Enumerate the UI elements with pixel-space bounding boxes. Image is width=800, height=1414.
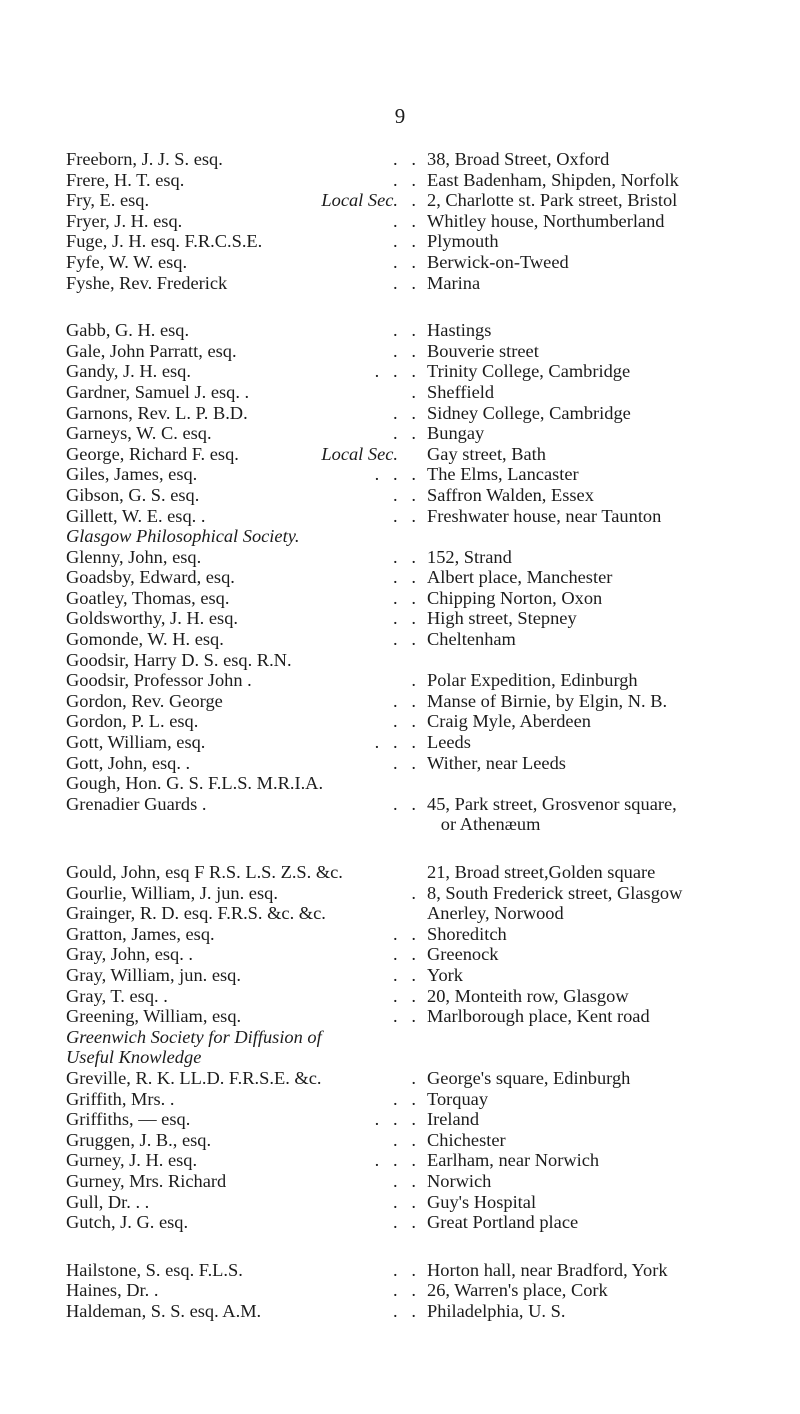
member-name: Gratton, James, esq. bbox=[66, 923, 215, 944]
member-address: Sidney College, Cambridge bbox=[427, 402, 631, 423]
member-address: 38, Broad Street, Oxford bbox=[427, 149, 610, 169]
member-address: High street, Stepney bbox=[427, 608, 577, 629]
member-address: 20, Monteith row, Glasgow bbox=[427, 985, 629, 1006]
member-name: Goodsir, Harry D. S. esq. R.N. bbox=[66, 649, 292, 670]
leader-dots: . . bbox=[393, 752, 416, 773]
member-row bbox=[66, 1006, 776, 1027]
member-row bbox=[66, 190, 776, 211]
leader-dots: . bbox=[411, 190, 416, 211]
member-name: Griffiths, — esq. bbox=[66, 1109, 191, 1130]
leader-dots: . . . bbox=[374, 732, 416, 753]
leader-dots: . . bbox=[393, 1280, 416, 1301]
member-row bbox=[66, 986, 776, 1007]
member-name: Haines, Dr. . bbox=[66, 1280, 159, 1301]
member-row bbox=[66, 485, 776, 506]
member-address: Marlborough place, Kent road bbox=[427, 1006, 650, 1027]
member-row bbox=[66, 650, 776, 671]
member-name: Gutch, J. G. esq. bbox=[66, 1212, 189, 1233]
member-address: Ireland bbox=[427, 1109, 480, 1130]
member-address: Berwick-on-Tweed bbox=[427, 251, 569, 272]
member-address: 8, South Frederick street, Glasgow bbox=[427, 882, 683, 903]
leader-dots: . . bbox=[393, 1212, 416, 1233]
member-row bbox=[66, 773, 776, 794]
member-name: Greenwich Society for Diffusion of bbox=[66, 1026, 322, 1047]
member-role: Local Sec. bbox=[321, 443, 398, 464]
member-row bbox=[66, 862, 776, 883]
member-name: Freeborn, J. J. S. esq. bbox=[66, 149, 223, 169]
leader-dots: . . bbox=[393, 1088, 416, 1109]
member-row bbox=[66, 903, 776, 924]
leader-dots: . . bbox=[393, 169, 416, 190]
member-row bbox=[66, 1047, 776, 1068]
member-name: Garnons, Rev. L. P. B.D. bbox=[66, 402, 248, 423]
member-row bbox=[66, 814, 776, 835]
leader-dots: . bbox=[411, 1067, 416, 1088]
member-address: Sheffield bbox=[427, 381, 495, 402]
member-row bbox=[66, 567, 776, 588]
member-name: Griffith, Mrs. . bbox=[66, 1088, 175, 1109]
member-name: Gibson, G. S. esq. bbox=[66, 484, 200, 505]
member-name: Useful Knowledge bbox=[66, 1047, 202, 1068]
member-address: Saffron Walden, Essex bbox=[427, 484, 594, 505]
member-name: Goatley, Thomas, esq. bbox=[66, 587, 230, 608]
leader-dots: . . . bbox=[374, 1150, 416, 1171]
member-name: Fyfe, W. W. esq. bbox=[66, 251, 188, 272]
member-address: Manse of Birnie, by Elgin, N. B. bbox=[427, 690, 668, 711]
member-row bbox=[66, 588, 776, 609]
member-name: Gabb, G. H. esq. bbox=[66, 320, 190, 341]
member-address: Anerley, Norwood bbox=[427, 903, 564, 924]
leader-dots: . . . bbox=[374, 361, 416, 382]
leader-dots: . . bbox=[393, 985, 416, 1006]
leader-dots: . . bbox=[393, 793, 416, 814]
leader-dots: . bbox=[411, 670, 416, 691]
member-name: Greening, William, esq. bbox=[66, 1006, 242, 1027]
member-group bbox=[66, 862, 776, 1233]
member-name: Gale, John Parratt, esq. bbox=[66, 340, 237, 361]
membership-list bbox=[66, 149, 776, 1348]
member-row bbox=[66, 464, 776, 485]
member-row bbox=[66, 1192, 776, 1213]
member-name: Haldeman, S. S. esq. A.M. bbox=[66, 1300, 262, 1321]
member-address: 45, Park street, Grosvenor square, bbox=[427, 793, 677, 814]
member-row bbox=[66, 711, 776, 732]
member-address: Earlham, near Norwich bbox=[427, 1150, 600, 1171]
member-row bbox=[66, 149, 776, 170]
member-address: Albert place, Manchester bbox=[427, 567, 613, 588]
leader-dots: . . bbox=[393, 923, 416, 944]
leader-dots: . . bbox=[393, 149, 416, 169]
member-name: Glenny, John, esq. bbox=[66, 546, 202, 567]
member-row bbox=[66, 1280, 776, 1301]
member-group bbox=[66, 149, 776, 293]
leader-dots: . . bbox=[393, 1259, 416, 1280]
member-name: Gardner, Samuel J. esq. . bbox=[66, 381, 250, 402]
member-address: Bouverie street bbox=[427, 340, 539, 361]
leader-dots: . . bbox=[393, 711, 416, 732]
leader-dots: . . bbox=[393, 251, 416, 272]
member-name: Gull, Dr. . . bbox=[66, 1191, 150, 1212]
member-row bbox=[66, 629, 776, 650]
leader-dots: . . bbox=[393, 1170, 416, 1191]
member-row bbox=[66, 361, 776, 382]
leader-dots: . . bbox=[393, 402, 416, 423]
member-address: Hastings bbox=[427, 320, 492, 341]
member-address: 2, Charlotte st. Park street, Bristol bbox=[427, 190, 678, 211]
member-row bbox=[66, 547, 776, 568]
leader-dots: . bbox=[411, 882, 416, 903]
member-row bbox=[66, 1068, 776, 1089]
member-row bbox=[66, 794, 776, 815]
member-address: Wither, near Leeds bbox=[427, 752, 566, 773]
member-row bbox=[66, 1027, 776, 1048]
page-number: 9 bbox=[394, 104, 406, 128]
leader-dots: . . bbox=[393, 1191, 416, 1212]
leader-dots: . . bbox=[393, 608, 416, 629]
leader-dots: . . bbox=[393, 1129, 416, 1150]
member-address: Great Portland place bbox=[427, 1212, 579, 1233]
member-address: 152, Strand bbox=[427, 546, 512, 567]
member-address: or Athenæum bbox=[427, 814, 541, 835]
member-name: Gurney, Mrs. Richard bbox=[66, 1170, 227, 1191]
member-row bbox=[66, 1260, 776, 1281]
leader-dots: . . . bbox=[374, 464, 416, 485]
leader-dots: . . bbox=[393, 944, 416, 965]
member-row bbox=[66, 1171, 776, 1192]
member-address: Chichester bbox=[427, 1129, 506, 1150]
leader-dots: . bbox=[411, 381, 416, 402]
member-name: Giles, James, esq. bbox=[66, 464, 198, 485]
member-name: Gordon, P. L. esq. bbox=[66, 711, 199, 732]
member-row bbox=[66, 670, 776, 691]
member-row bbox=[66, 883, 776, 904]
member-row bbox=[66, 273, 776, 294]
member-address: Plymouth bbox=[427, 231, 499, 252]
member-row bbox=[66, 252, 776, 273]
member-row bbox=[66, 341, 776, 362]
member-address: East Badenham, Shipden, Norfolk bbox=[427, 169, 679, 190]
member-address: Norwich bbox=[427, 1170, 492, 1191]
member-address: Philadelphia, U. S. bbox=[427, 1300, 566, 1321]
member-name: Gourlie, William, J. jun. esq. bbox=[66, 882, 278, 903]
leader-dots: . . bbox=[393, 423, 416, 444]
member-address: Greenock bbox=[427, 944, 499, 965]
member-address: 21, Broad street,Golden square bbox=[427, 862, 656, 882]
member-name: Gruggen, J. B., esq. bbox=[66, 1129, 212, 1150]
member-address: Shoreditch bbox=[427, 923, 507, 944]
leader-dots: . . bbox=[393, 587, 416, 608]
member-name: Fyshe, Rev. Frederick bbox=[66, 272, 228, 293]
member-name: Hailstone, S. esq. F.L.S. bbox=[66, 1259, 243, 1280]
member-name: Fry, E. esq. bbox=[66, 190, 150, 211]
member-row bbox=[66, 423, 776, 444]
member-address: The Elms, Lancaster bbox=[427, 464, 579, 485]
leader-dots: . . bbox=[393, 320, 416, 341]
member-name: Grenadier Guards . bbox=[66, 793, 207, 814]
member-name: Garneys, W. C. esq. bbox=[66, 423, 212, 444]
member-address: 26, Warren's place, Cork bbox=[427, 1280, 608, 1301]
member-row bbox=[66, 944, 776, 965]
member-name: Grainger, R. D. esq. F.R.S. &c. &c. bbox=[66, 903, 326, 924]
leader-dots: . . bbox=[393, 1006, 416, 1027]
member-name: Gray, John, esq. . bbox=[66, 944, 194, 965]
leader-dots: . . . bbox=[374, 1109, 416, 1130]
member-name: Goodsir, Professor John . bbox=[66, 670, 252, 691]
member-row bbox=[66, 506, 776, 527]
member-address: Freshwater house, near Taunton bbox=[427, 505, 662, 526]
member-row bbox=[66, 732, 776, 753]
leader-dots: . . bbox=[393, 484, 416, 505]
leader-dots: . . bbox=[393, 272, 416, 293]
member-row bbox=[66, 691, 776, 712]
member-row bbox=[66, 965, 776, 986]
member-group bbox=[66, 1260, 776, 1322]
member-row bbox=[66, 1109, 776, 1130]
leader-dots: . . bbox=[393, 1300, 416, 1321]
member-address: Torquay bbox=[427, 1088, 489, 1109]
member-row bbox=[66, 382, 776, 403]
member-name: Greville, R. K. LL.D. F.R.S.E. &c. bbox=[66, 1067, 322, 1088]
member-row bbox=[66, 170, 776, 191]
member-address: Chipping Norton, Oxon bbox=[427, 587, 603, 608]
member-row bbox=[66, 1301, 776, 1322]
member-address: Marina bbox=[427, 272, 481, 293]
member-address: Horton hall, near Bradford, York bbox=[427, 1259, 668, 1280]
member-name: Frere, H. T. esq. bbox=[66, 169, 185, 190]
member-address: Polar Expedition, Edinburgh bbox=[427, 670, 638, 691]
member-name: Glasgow Philosophical Society. bbox=[66, 526, 300, 547]
member-address: Whitley house, Northumberland bbox=[427, 210, 665, 231]
leader-dots: . . bbox=[393, 690, 416, 711]
member-name: Gray, William, jun. esq. bbox=[66, 964, 241, 985]
member-address: Trinity College, Cambridge bbox=[427, 361, 631, 382]
member-name: Fryer, J. H. esq. bbox=[66, 210, 183, 231]
member-name: Gott, William, esq. bbox=[66, 732, 206, 753]
leader-dots: . . bbox=[393, 231, 416, 252]
member-row bbox=[66, 320, 776, 341]
member-row bbox=[66, 1150, 776, 1171]
member-role: Local Sec. bbox=[321, 190, 398, 211]
leader-dots: . . bbox=[393, 546, 416, 567]
member-address: York bbox=[427, 964, 463, 985]
member-row bbox=[66, 1089, 776, 1110]
member-address: Bungay bbox=[427, 423, 485, 444]
member-group bbox=[66, 320, 776, 835]
member-name: Gott, John, esq. . bbox=[66, 752, 191, 773]
member-row bbox=[66, 608, 776, 629]
leader-dots: . . bbox=[393, 629, 416, 650]
member-name: Gurney, J. H. esq. bbox=[66, 1150, 198, 1171]
member-address: Gay street, Bath bbox=[427, 443, 546, 464]
member-address: George's square, Edinburgh bbox=[427, 1067, 631, 1088]
leader-dots: . . bbox=[393, 340, 416, 361]
member-name: Goldsworthy, J. H. esq. bbox=[66, 608, 238, 629]
leader-dots: . . bbox=[393, 505, 416, 526]
member-name: Gray, T. esq. . bbox=[66, 985, 168, 1006]
member-row bbox=[66, 1130, 776, 1151]
member-address: Guy's Hospital bbox=[427, 1191, 537, 1212]
member-address: Cheltenham bbox=[427, 629, 516, 650]
member-row bbox=[66, 753, 776, 774]
leader-dots: . . bbox=[393, 964, 416, 985]
member-row bbox=[66, 924, 776, 945]
leader-dots: . . bbox=[393, 210, 416, 231]
member-name: Gomonde, W. H. esq. bbox=[66, 629, 224, 650]
member-row bbox=[66, 1212, 776, 1233]
member-name: Goadsby, Edward, esq. bbox=[66, 567, 235, 588]
member-name: George, Richard F. esq. bbox=[66, 443, 239, 464]
member-name: Gillett, W. E. esq. . bbox=[66, 505, 206, 526]
member-name: Gough, Hon. G. S. F.L.S. M.R.I.A. bbox=[66, 773, 324, 794]
member-address: Leeds bbox=[427, 732, 471, 753]
member-name: Gandy, J. H. esq. bbox=[66, 361, 191, 382]
member-row bbox=[66, 444, 776, 465]
member-row bbox=[66, 526, 776, 547]
member-row bbox=[66, 231, 776, 252]
member-address: Craig Myle, Aberdeen bbox=[427, 711, 591, 732]
member-name: Gordon, Rev. George bbox=[66, 690, 223, 711]
member-row bbox=[66, 403, 776, 424]
member-row bbox=[66, 211, 776, 232]
member-name: Gould, John, esq F R.S. L.S. Z.S. &c. bbox=[66, 862, 343, 882]
leader-dots: . . bbox=[393, 567, 416, 588]
member-name: Fuge, J. H. esq. F.R.C.S.E. bbox=[66, 231, 263, 252]
